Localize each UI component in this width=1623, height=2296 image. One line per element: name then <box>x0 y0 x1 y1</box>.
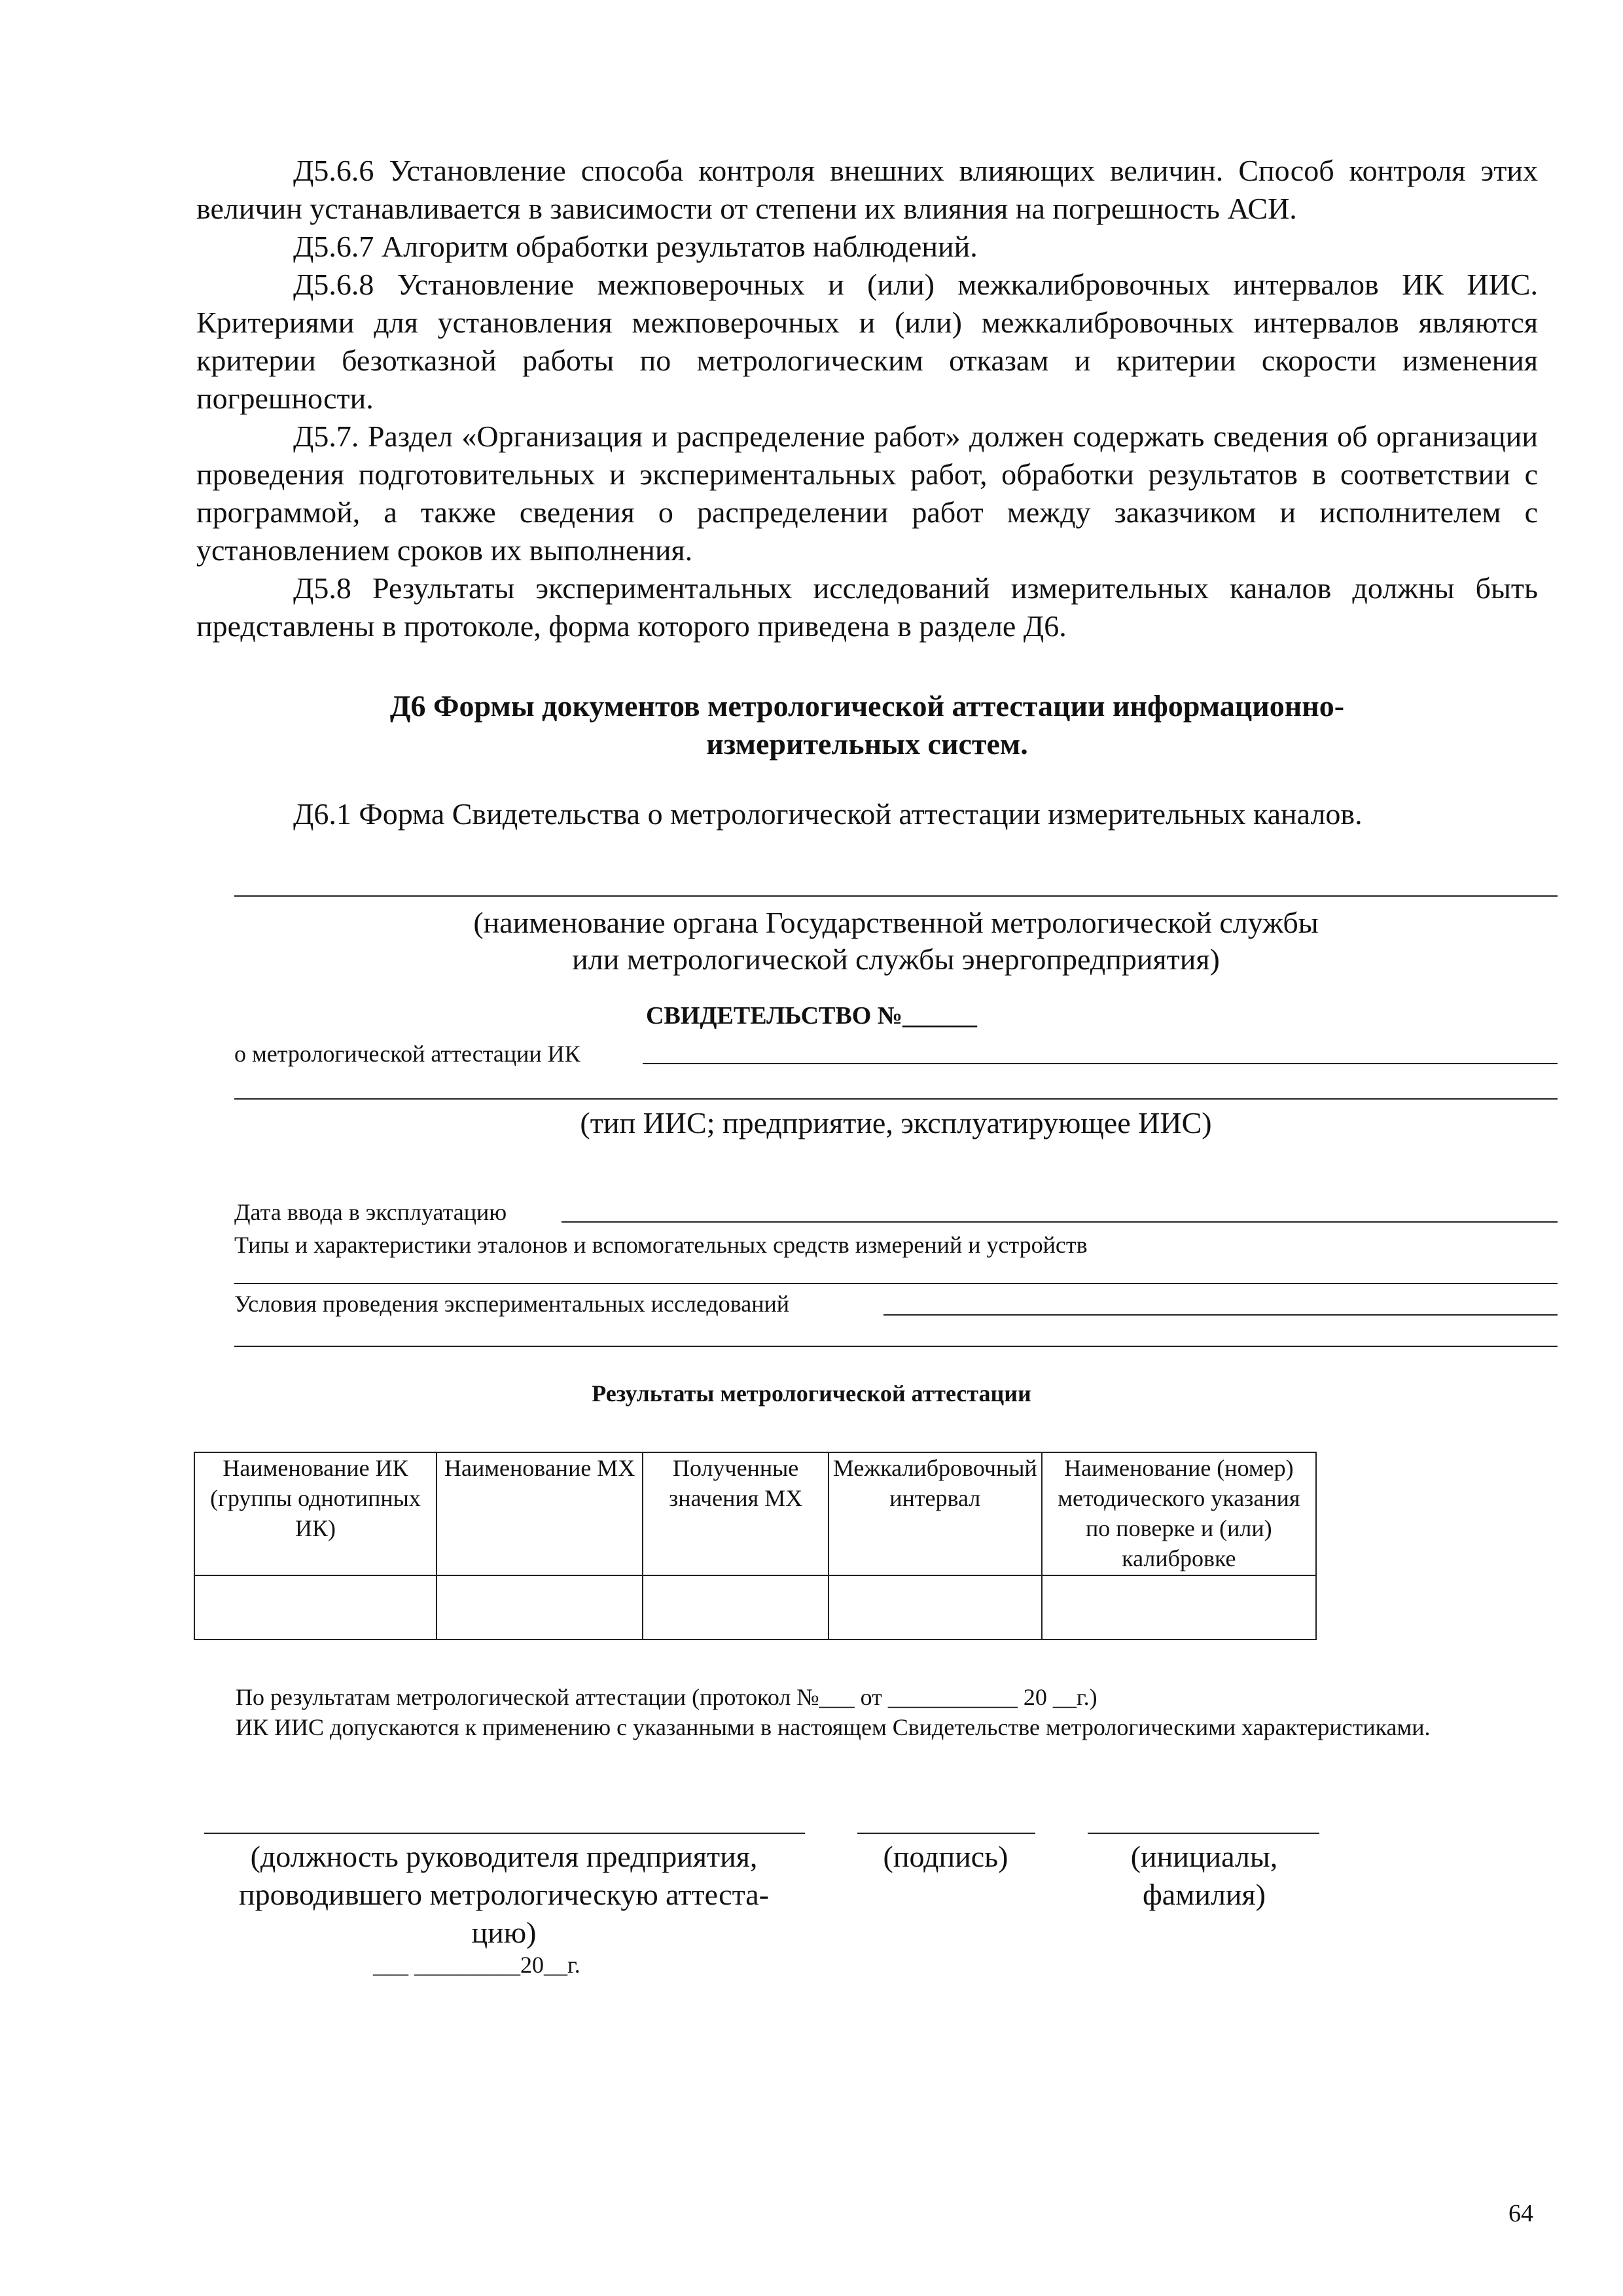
section-subtitle: Д6.1 Форма Свидетельства о метрологической аттестации измерительных каналов. <box>293 797 1363 831</box>
paragraph-d5-6-7: Д5.6.7 Алгоритм обработки результатов наблюдений. <box>293 230 978 263</box>
col-header-mx-values: Полученные значения МХ <box>643 1452 828 1575</box>
attest-label: о метрологической аттестации ИК <box>234 1041 580 1067</box>
position-caption <box>190 1838 818 1952</box>
table-cell <box>829 1575 1042 1640</box>
certificate-title: СВИДЕТЕЛЬСТВО №______ <box>646 1002 977 1030</box>
results-title: Результаты метрологической аттестации <box>592 1380 1031 1407</box>
table-cell <box>643 1575 828 1640</box>
results-header-row <box>194 1452 1316 1575</box>
position-fill-line <box>204 1833 805 1834</box>
position-caption-line2: проводившего метрологическую аттеста- <box>238 1878 769 1911</box>
conditions-label: Условия проведения экспериментальных исследований <box>234 1291 790 1317</box>
paragraph-d5-6-6: Д5.6.6 Установление способа контроля внешних влияющих величин. Способ контроля этих величин устанавливается в зависимости от степени их влияния на погрешность АСИ. <box>196 154 1538 225</box>
paragraph-d5-7: Д5.7. Раздел «Организация и распределение работ» должен содержать сведения об организации проведения подготовительных и экспериментальных работ, обработки результатов в соответствии с программой, а также сведения о распределении работ между заказчиком и исполнителем с установлением сроков их выполнения. <box>196 420 1538 567</box>
standards-label: Типы и характеристики эталонов и вспомогательных средств измерений и устройств <box>234 1232 1088 1258</box>
paragraph-d5-6-8: Д5.6.8 Установление межповерочных и (или) межкалибровочных интервалов ИК ИИС. Критериями для установления межповерочных и (или) межкалибровочных интервалов являются критерии безотказной работы по метрологическим отказам и критерии скорости изменения погрешности. <box>196 268 1538 415</box>
conclusion <box>196 1682 1538 1742</box>
date-label: Дата ввода в эксплуатацию <box>234 1199 507 1225</box>
date-fill-line <box>562 1221 1558 1223</box>
col-header-channel-name: Наименование ИК (группы однотипных ИК) <box>194 1452 437 1575</box>
table-cell <box>194 1575 437 1640</box>
signature-caption: (подпись) <box>883 1840 1008 1873</box>
table-row <box>194 1575 1316 1640</box>
section-title <box>196 687 1538 763</box>
body-text <box>196 152 1538 645</box>
org-caption-line1: (наименование органа Государственной метрологической службы <box>473 906 1319 939</box>
org-caption-line2: или метрологической службы энергопредприятия) <box>572 942 1220 976</box>
signature-fill-line <box>857 1833 1035 1834</box>
standards-fill-line <box>234 1283 1558 1284</box>
position-caption-line1: (должность руководителя предприятия, <box>250 1840 758 1873</box>
col-header-calibration-interval: Межкалибровочный интервал <box>829 1452 1042 1575</box>
org-caption <box>234 905 1558 978</box>
signature-date: ___ _________20__г. <box>373 1952 580 1978</box>
paragraph-d5-8: Д5.8 Результаты экспериментальных исследований измерительных каналов должны быть представлены в протоколе, форма которого приведена в разделе Д6. <box>196 571 1538 643</box>
page-number: 64 <box>1508 2200 1533 2227</box>
type-fill-line <box>234 1098 1558 1100</box>
type-caption: (тип ИИС; предприятие, эксплуатирующее ИИС) <box>580 1106 1212 1139</box>
conclusion-line2: ИК ИИС допускаются к применению с указанными в настоящем Свидетельстве метрологическими характеристиками. <box>236 1714 1431 1740</box>
section-title-line1: Д6 Формы документов метрологической аттестации информационно- <box>389 689 1345 723</box>
table-cell <box>1042 1575 1316 1640</box>
initials-caption <box>1067 1838 1342 1914</box>
initials-caption-line2: фамилия) <box>1143 1878 1266 1911</box>
conclusion-line1: По результатам метрологической аттестации (протокол №___ от ___________ 20 __г.) <box>236 1684 1097 1710</box>
table-cell <box>437 1575 643 1640</box>
conditions-fill-line-2 <box>234 1346 1558 1347</box>
col-header-mx-name: Наименование МХ <box>437 1452 643 1575</box>
conditions-fill-line <box>883 1314 1558 1316</box>
initials-fill-line <box>1088 1833 1319 1834</box>
org-fill-line <box>234 895 1558 897</box>
attest-fill-line <box>643 1063 1558 1064</box>
col-header-method-name: Наименование (номер) методического указания по поверке и (или) калибровке <box>1042 1452 1316 1575</box>
section-title-line2: измерительных систем. <box>706 727 1028 761</box>
results-table <box>194 1452 1317 1640</box>
initials-caption-line1: (инициалы, <box>1130 1840 1278 1873</box>
position-caption-line3: цию) <box>471 1916 537 1949</box>
